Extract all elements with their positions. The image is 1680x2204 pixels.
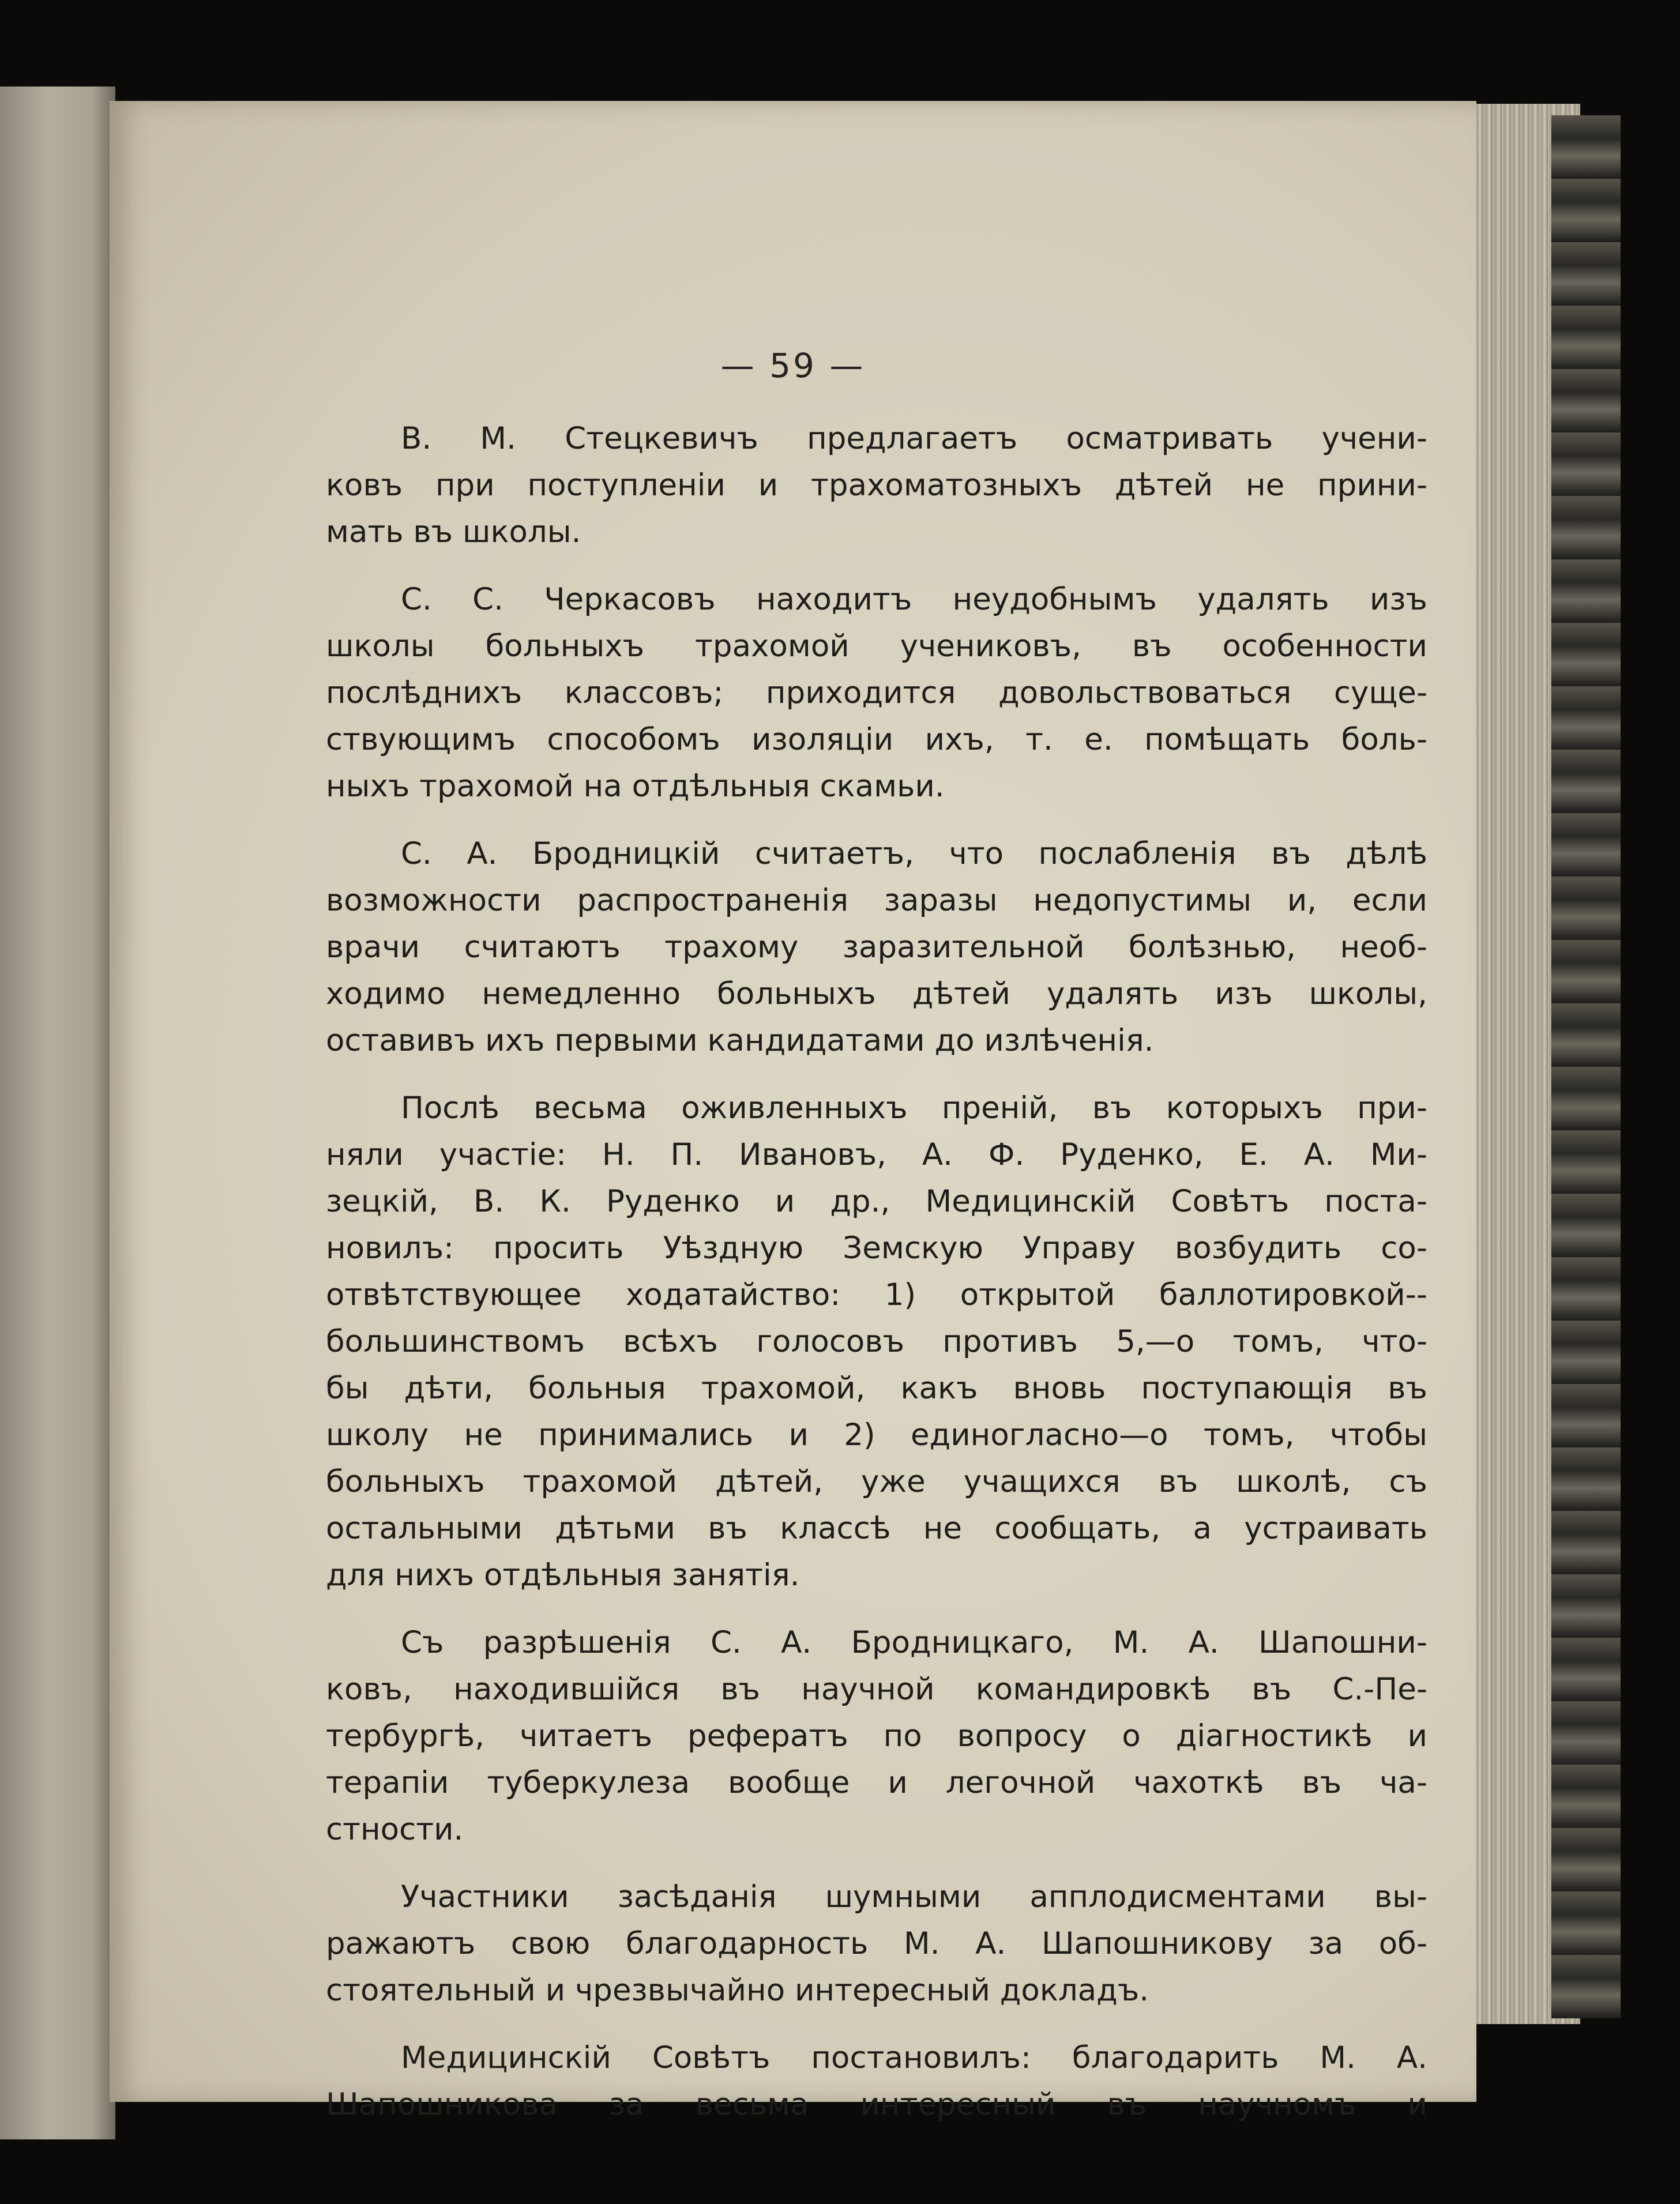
text-line: ковъ при поступленіи и трахоматозныхъ дѣтей не прини- — [326, 468, 1427, 503]
text-line: школу не принимались и 2) единогласно—о томъ, чтобы — [326, 1417, 1427, 1453]
text-line: мать въ школы. — [326, 514, 581, 550]
paragraph — [326, 830, 1427, 1064]
text-line: новилъ: просить Уѣздную Земскую Управу возбудить со- — [326, 1231, 1427, 1266]
text-line: отвѣтствующее ходатайство: 1) открытой баллотировкой-- — [326, 1277, 1427, 1312]
text-line: С. А. Бродницкій считаетъ, что послабленія въ дѣлѣ — [401, 836, 1427, 871]
right-book-cover — [1551, 115, 1621, 2018]
text-line: ковъ, находившійся въ научной командировкѣ въ С.-Пе- — [326, 1672, 1427, 1707]
text-line: Медицинскій Совѣтъ постановилъ: благодарить М. А. — [401, 2040, 1427, 2075]
text-line: возможности распространенія заразы недопустимы и, если — [326, 883, 1427, 918]
paragraph — [326, 576, 1427, 810]
text-line: ражаютъ свою благодарность М. А. Шапошникову за об- — [326, 1926, 1427, 1961]
text-line: большинствомъ всѣхъ голосовъ противъ 5,—о томъ, что- — [326, 1324, 1427, 1359]
text-line: терапіи туберкулеза вообще и легочной чахоткѣ въ ча- — [326, 1765, 1427, 1800]
text-line: Съ разрѣшенія С. А. Бродницкаго, М. А. Шапошни- — [401, 1625, 1427, 1660]
text-line: С. С. Черкасовъ находитъ неудобнымъ удалять изъ — [401, 582, 1427, 617]
text-line: для нихъ отдѣльныя занятія. — [326, 1558, 800, 1593]
text-line: стности. — [326, 1812, 464, 1847]
paragraph — [326, 415, 1427, 555]
book-page — [110, 101, 1476, 2122]
text-line: врачи считаютъ трахому заразительной болѣзнью, необ- — [326, 930, 1427, 965]
text-line: стоятельный и чрезвычайно интересный докладъ. — [326, 1973, 1149, 2008]
paragraph — [326, 2034, 1427, 2128]
text-line: ствующимъ способомъ изоляціи ихъ, т. е. помѣщать боль- — [326, 722, 1427, 757]
left-page-edge — [0, 86, 115, 2139]
page-body — [326, 415, 1427, 2149]
text-line: послѣднихъ классовъ; приходится довольствоваться суще- — [326, 675, 1427, 710]
text-line: бы дѣти, больныя трахомой, какъ вновь поступающія въ — [326, 1371, 1427, 1406]
text-line: ныхъ трахомой на отдѣльныя скамьи. — [326, 769, 945, 804]
text-line: В. М. Стецкевичъ предлагаетъ осматривать учени- — [401, 421, 1427, 456]
paragraph — [326, 1619, 1427, 1853]
text-line: няли участіе: Н. П. Ивановъ, А. Ф. Руденко, Е. А. Ми- — [326, 1137, 1427, 1172]
text-line: ходимо немедленно больныхъ дѣтей удалять изъ школы, — [326, 976, 1427, 1011]
text-line: больныхъ трахомой дѣтей, уже учащихся въ школѣ, съ — [326, 1464, 1427, 1499]
page-number: — 59 — — [720, 346, 866, 385]
text-line: Участники засѣданія шумными апплодисментами вы- — [401, 1879, 1427, 1915]
text-line: остальными дѣтьми въ классѣ не сообщать, а устраивать — [326, 1511, 1427, 1546]
text-line: тербургѣ, читаетъ рефератъ по вопросу о діагностикѣ и — [326, 1718, 1427, 1754]
text-line: школы больныхъ трахомой учениковъ, въ особенности — [326, 629, 1427, 664]
text-line: Послѣ весьма оживленныхъ преній, въ которыхъ при- — [401, 1090, 1427, 1126]
text-line: Шапошникова за весьма интересный въ научномъ и — [326, 2087, 1427, 2122]
text-line: зецкій, В. К. Руденко и др., Медицинскій Совѣтъ поста- — [326, 1184, 1427, 1219]
text-line: оставивъ ихъ первыми кандидатами до излѣченія. — [326, 1023, 1154, 1058]
paragraph — [326, 1085, 1427, 1599]
paragraph — [326, 1874, 1427, 2014]
